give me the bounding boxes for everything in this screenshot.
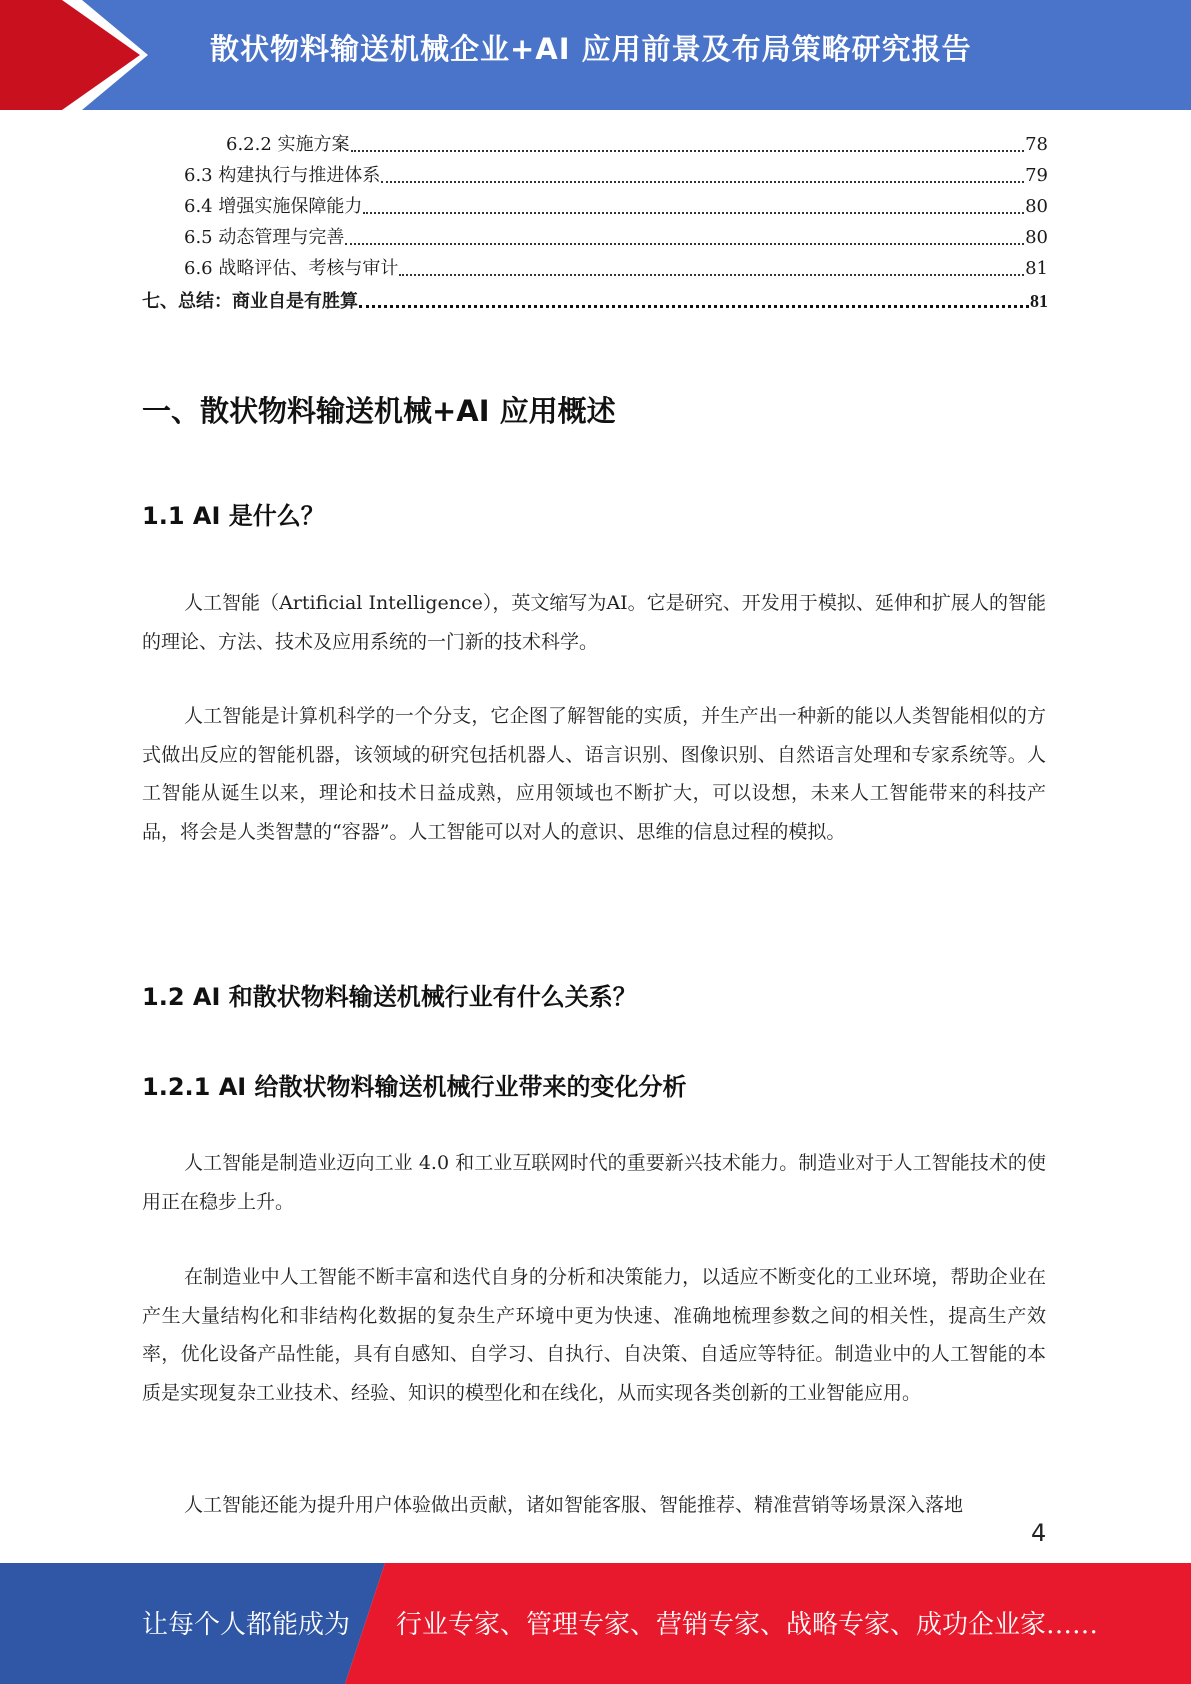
toc-leader-dots: [363, 212, 1024, 214]
toc-entry[interactable]: [184, 161, 1048, 187]
page-footer: [0, 1563, 1191, 1684]
toc-entry-label: 6.2.2 实施方案: [226, 134, 350, 155]
toc-entry-label: 6.5 动态管理与完善: [184, 227, 345, 248]
toc-entry[interactable]: [226, 130, 1048, 156]
toc-entry-label: 6.3 构建执行与推进体系: [184, 165, 381, 186]
body-paragraph: 人工智能是制造业迈向工业 4.0 和工业互联网时代的重要新兴技术能力。制造业对于人工智能技术的使用正在稳步上升。: [142, 1152, 1046, 1213]
toc-entry-page: 79: [1025, 165, 1048, 186]
subsection-heading: 1.2.1 AI 给散状物料输送机械行业带来的变化分析: [142, 1073, 687, 1101]
toc-entry-page: 81: [1030, 291, 1048, 311]
body-paragraph: 在制造业中人工智能不断丰富和迭代自身的分析和决策能力，以适应不断变化的工业环境，帮助企业在产生大量结构化和非结构化数据的复杂生产环境中更为快速、准确地梳理参数之间的相关性，提高生产效率，优化设备产品性能，具有自感知、自学习、自执行、自决策、自适应等特征。制造业中的人工智能的本质是实现复杂工业技术、经验、知识的模型化和在线化，从而实现各类创新的工业智能应用。: [142, 1266, 1046, 1404]
header-chevron-decoration: [0, 0, 160, 110]
toc-entry[interactable]: [142, 286, 1048, 312]
footer-slogan-right: 行业专家、管理专家、营销专家、战略专家、成功企业家……: [396, 1610, 1099, 1640]
toc-leader-dots: [345, 243, 1024, 245]
toc-entry-page: 81: [1025, 258, 1048, 279]
toc-entry-label: 七、总结：商业自是有胜算: [142, 291, 358, 311]
page-number: 4: [1031, 1519, 1047, 1547]
toc-entry[interactable]: [184, 192, 1048, 218]
toc-entry-page: 78: [1025, 134, 1048, 155]
footer-slogan-left: 让每个人都能成为: [142, 1610, 351, 1640]
toc-entry-label: 6.6 战略评估、考核与审计: [184, 258, 399, 279]
chapter-heading: 一、散状物料输送机械+AI 应用概述: [142, 394, 616, 428]
toc-entry-page: 80: [1025, 196, 1048, 217]
toc-entry-page: 80: [1025, 227, 1048, 248]
toc-leader-dots: [381, 181, 1024, 183]
toc-entry[interactable]: [184, 254, 1048, 280]
section-heading: 1.2 AI 和散状物料输送机械行业有什么关系？: [142, 983, 637, 1011]
toc-entry-label: 6.4 增强实施保障能力: [184, 196, 363, 217]
toc-leader-dots: [359, 305, 1029, 308]
report-title: 散状物料输送机械企业+AI 应用前景及布局策略研究报告: [210, 32, 972, 66]
toc-entry[interactable]: [184, 223, 1048, 249]
toc-leader-dots: [399, 274, 1024, 276]
page-header: [0, 0, 1191, 110]
body-paragraph: 人工智能（Artificial Intelligence），英文缩写为AI。它是研究、开发用于模拟、延伸和扩展人的智能的理论、方法、技术及应用系统的一门新的技术科学。: [142, 592, 1046, 653]
body-paragraph: 人工智能是计算机科学的一个分支，它企图了解智能的实质，并生产出一种新的能以人类智能相似的方式做出反应的智能机器，该领域的研究包括机器人、语言识别、图像识别、自然语言处理和专家系统等。人工智能从诞生以来，理论和技术日益成熟，应用领域也不断扩大，可以设想，未来人工智能带来的科技产品，将会是人类智慧的“容器”。人工智能可以对人的意识、思维的信息过程的模拟。: [142, 705, 1046, 843]
section-heading: 1.1 AI 是什么？: [142, 502, 325, 530]
body-paragraph: 人工智能还能为提升用户体验做出贡献，诸如智能客服、智能推荐、精准营销等场景深入落地: [184, 1494, 964, 1516]
toc-leader-dots: [351, 150, 1025, 152]
